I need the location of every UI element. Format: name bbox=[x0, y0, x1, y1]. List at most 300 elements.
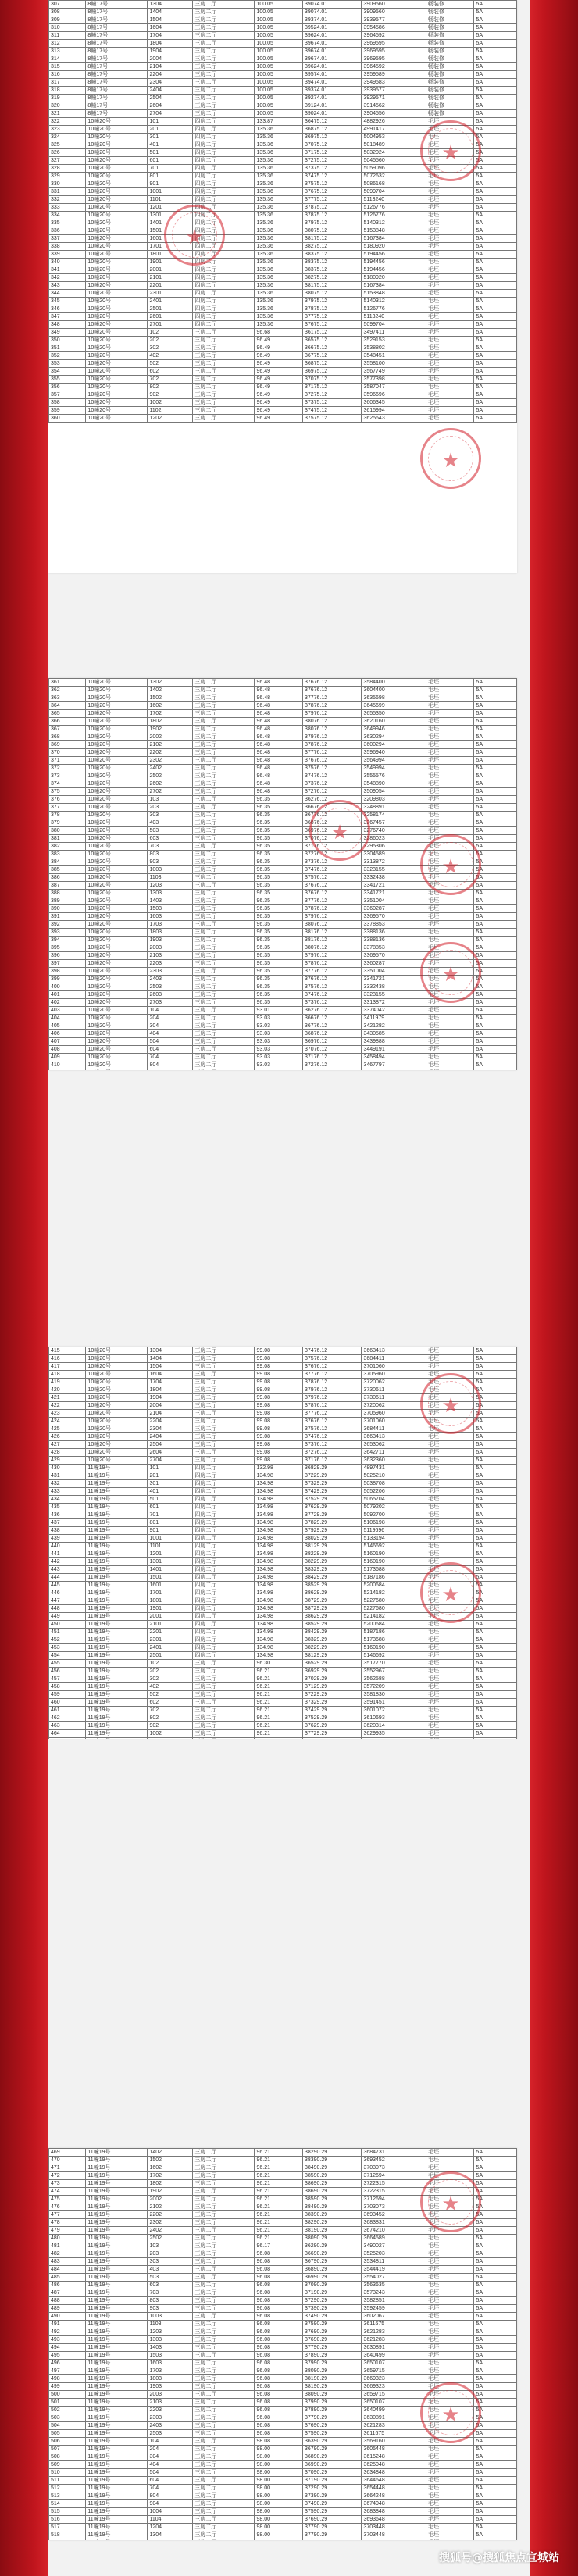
unit-price-cell: 39574.01 bbox=[302, 71, 362, 79]
table-row bbox=[49, 55, 517, 63]
status-cell: 5A bbox=[474, 2203, 517, 2211]
decoration-cell: 毛坯 bbox=[426, 1660, 474, 1668]
table-row bbox=[49, 391, 517, 399]
building-cell: 10幢20号 bbox=[86, 897, 148, 905]
decoration-cell: 毛坯 bbox=[426, 376, 474, 384]
unit-price-cell: 38275.12 bbox=[302, 274, 362, 282]
layout-cell: 三房二厅 bbox=[193, 937, 255, 944]
total-price-cell: 3467797 bbox=[362, 1061, 426, 1069]
building-cell: 10幢20号 bbox=[86, 165, 148, 173]
unit-price-cell: 36976.12 bbox=[302, 1038, 362, 1046]
row-number: 495 bbox=[49, 2352, 86, 2360]
status-cell: 5A bbox=[474, 1449, 517, 1457]
building-cell: 8幢17号 bbox=[86, 63, 148, 71]
unit-price-cell: 37690.29 bbox=[302, 2516, 362, 2524]
unit-price-cell: 38175.12 bbox=[302, 282, 362, 290]
area-cell: 96.48 bbox=[255, 726, 302, 733]
building-cell: 10幢20号 bbox=[86, 407, 148, 415]
total-price-cell: 3378853 bbox=[362, 921, 426, 929]
building-cell: 11幢19号 bbox=[86, 1644, 148, 1652]
status-cell: 5A bbox=[474, 1046, 517, 1054]
layout-cell: 三房二厅 bbox=[193, 1707, 255, 1714]
status-cell: 5A bbox=[474, 968, 517, 976]
layout-cell: 四房二厅 bbox=[193, 243, 255, 251]
table-row bbox=[49, 2266, 517, 2274]
area-cell: 135.36 bbox=[255, 134, 302, 141]
total-price-cell: 3449191 bbox=[362, 1046, 426, 1054]
area-cell: 99.08 bbox=[255, 1394, 302, 1402]
layout-cell: 四房二厅 bbox=[193, 1504, 255, 1511]
room-cell: 1502 bbox=[148, 694, 193, 702]
area-cell: 96.35 bbox=[255, 999, 302, 1007]
status-cell: 5A bbox=[474, 804, 517, 812]
room-cell: 2401 bbox=[148, 298, 193, 305]
building-cell: 11幢19号 bbox=[86, 1566, 148, 1574]
area-cell: 96.48 bbox=[255, 741, 302, 749]
layout-cell: 三房二厅 bbox=[193, 1054, 255, 1061]
room-cell: 401 bbox=[148, 141, 193, 149]
building-cell: 10幢20号 bbox=[86, 352, 148, 360]
layout-cell: 三房二厅 bbox=[193, 1394, 255, 1402]
row-number: 405 bbox=[49, 1022, 86, 1030]
area-cell: 134.98 bbox=[255, 1566, 302, 1574]
area-cell: 135.36 bbox=[255, 243, 302, 251]
area-cell: 135.36 bbox=[255, 180, 302, 188]
layout-cell: 三房二厅 bbox=[193, 2399, 255, 2407]
building-cell: 10幢20号 bbox=[86, 882, 148, 890]
table-row bbox=[49, 2289, 517, 2297]
layout-cell: 三房二厅 bbox=[193, 905, 255, 913]
row-number: 407 bbox=[49, 1038, 86, 1046]
status-cell: 5A bbox=[474, 694, 517, 702]
building-cell: 11幢19号 bbox=[86, 2438, 148, 2446]
area-cell: 96.08 bbox=[255, 2399, 302, 2407]
status-cell: 5A bbox=[474, 1519, 517, 1527]
unit-price-cell: 37976.12 bbox=[302, 913, 362, 921]
layout-cell: 三房二厅 bbox=[193, 79, 255, 87]
building-cell: 8幢17号 bbox=[86, 55, 148, 63]
status-cell: 5A bbox=[474, 219, 517, 227]
room-cell bbox=[148, 1069, 193, 1071]
building-cell: 11幢19号 bbox=[86, 1691, 148, 1699]
table-row bbox=[49, 983, 517, 991]
layout-cell: 四房二厅 bbox=[193, 219, 255, 227]
layout-cell: 三房二厅 bbox=[193, 1675, 255, 1683]
total-price-cell: 3313872 bbox=[362, 999, 426, 1007]
room-cell: 203 bbox=[148, 2250, 193, 2258]
area-cell: 99.08 bbox=[255, 1433, 302, 1441]
row-number: 490 bbox=[49, 2313, 86, 2321]
table-row bbox=[49, 110, 517, 118]
room-cell: 1802 bbox=[148, 718, 193, 726]
row-number: 419 bbox=[49, 1379, 86, 1386]
unit-price-cell: 36676.12 bbox=[302, 804, 362, 812]
table-row bbox=[49, 2430, 517, 2438]
price-list-page-1 bbox=[48, 0, 517, 573]
building-cell: 10幢20号 bbox=[86, 360, 148, 368]
decoration-cell: 毛坯 bbox=[426, 960, 474, 968]
building-cell: 11幢19号 bbox=[86, 1660, 148, 1668]
table-row bbox=[49, 1699, 517, 1707]
building-cell bbox=[86, 2539, 148, 2541]
area-cell: 96.08 bbox=[255, 2336, 302, 2344]
total-price-cell: 3964592 bbox=[362, 32, 426, 40]
total-price-cell: 3621283 bbox=[362, 2422, 426, 2430]
row-number: 431 bbox=[49, 1472, 86, 1480]
decoration-cell: 毛坯 bbox=[426, 1046, 474, 1054]
table-row bbox=[49, 2461, 517, 2469]
decoration-cell: 毛坯 bbox=[426, 2196, 474, 2203]
table-row bbox=[49, 1488, 517, 1496]
room-cell: 2101 bbox=[148, 1621, 193, 1629]
row-number: 474 bbox=[49, 2188, 86, 2196]
decoration-cell: 毛坯 bbox=[426, 1425, 474, 1433]
area-cell: 96.49 bbox=[255, 415, 302, 423]
unit-price-cell: 37975.12 bbox=[302, 219, 362, 227]
unit-price-cell: 38490.29 bbox=[302, 2203, 362, 2211]
table-row bbox=[49, 2282, 517, 2289]
status-cell: 5A bbox=[474, 1714, 517, 1722]
layout-cell: 三房二厅 bbox=[193, 337, 255, 344]
unit-price-cell: 39524.01 bbox=[302, 24, 362, 32]
status-cell: 5A bbox=[474, 1644, 517, 1652]
room-cell: 2303 bbox=[148, 968, 193, 976]
building-cell: 11幢19号 bbox=[86, 2219, 148, 2227]
decoration-cell: 毛坯 bbox=[426, 882, 474, 890]
row-number: 488 bbox=[49, 2297, 86, 2305]
row-number: 363 bbox=[49, 694, 86, 702]
layout-cell: 三房二厅 bbox=[193, 1, 255, 9]
table-row bbox=[49, 2531, 517, 2539]
status-cell: 5A bbox=[474, 360, 517, 368]
room-cell: 702 bbox=[148, 1707, 193, 1714]
area-cell: 96.49 bbox=[255, 376, 302, 384]
status-cell: 5A bbox=[474, 2492, 517, 2500]
room-cell: 903 bbox=[148, 2305, 193, 2313]
area-cell: 96.08 bbox=[255, 2422, 302, 2430]
row-number: 480 bbox=[49, 2235, 86, 2242]
table-row bbox=[49, 243, 517, 251]
row-number: 408 bbox=[49, 1046, 86, 1054]
table-row bbox=[49, 765, 517, 772]
decoration-cell: 毛坯 bbox=[426, 804, 474, 812]
room-cell: 202 bbox=[148, 337, 193, 344]
layout-cell: 四房二厅 bbox=[193, 165, 255, 173]
room-cell: 2402 bbox=[148, 765, 193, 772]
area-cell: 135.36 bbox=[255, 274, 302, 282]
table-row bbox=[49, 2250, 517, 2258]
area-cell: 99.08 bbox=[255, 1402, 302, 1410]
total-price-cell bbox=[362, 1069, 426, 1071]
room-cell: 1402 bbox=[148, 2149, 193, 2157]
area-cell: 134.98 bbox=[255, 1605, 302, 1613]
table-row bbox=[49, 415, 517, 423]
table-row bbox=[49, 968, 517, 976]
table-row bbox=[49, 87, 517, 95]
total-price-cell: 4882926 bbox=[362, 118, 426, 126]
table-row bbox=[49, 749, 517, 757]
row-number: 338 bbox=[49, 243, 86, 251]
area-cell: 96.30 bbox=[255, 1660, 302, 1668]
building-cell: 10幢20号 bbox=[86, 1038, 148, 1046]
total-price-cell: 5113240 bbox=[362, 313, 426, 321]
price-list-page-4 bbox=[48, 2148, 517, 2540]
area-cell: 99.08 bbox=[255, 1449, 302, 1457]
row-number: 487 bbox=[49, 2289, 86, 2297]
status-cell: 5A bbox=[474, 2157, 517, 2164]
row-number: 359 bbox=[49, 407, 86, 415]
building-cell: 10幢20号 bbox=[86, 1007, 148, 1015]
decoration-cell: 毛坯 bbox=[426, 749, 474, 757]
unit-price-cell: 37629.29 bbox=[302, 1722, 362, 1730]
status-cell: 5A bbox=[474, 1668, 517, 1675]
building-cell: 10幢20号 bbox=[86, 694, 148, 702]
area-cell: 135.36 bbox=[255, 282, 302, 290]
room-cell: 1201 bbox=[148, 204, 193, 212]
area-cell: 99.08 bbox=[255, 1425, 302, 1433]
status-cell: 5A bbox=[474, 866, 517, 874]
building-cell: 11幢19号 bbox=[86, 2274, 148, 2282]
row-number: 316 bbox=[49, 71, 86, 79]
layout-cell: 三房二厅 bbox=[193, 2235, 255, 2242]
building-cell: 11幢19号 bbox=[86, 2203, 148, 2211]
status-cell: 5A bbox=[474, 352, 517, 360]
unit-price-cell: 39674.01 bbox=[302, 40, 362, 48]
layout-cell: 三房二厅 bbox=[193, 2164, 255, 2172]
room-cell: 1603 bbox=[148, 2360, 193, 2367]
layout-cell: 三房二厅 bbox=[193, 718, 255, 726]
building-cell: 10幢20号 bbox=[86, 212, 148, 219]
area-cell: 134.98 bbox=[255, 1589, 302, 1597]
layout-cell: 三房二厅 bbox=[193, 2336, 255, 2344]
building-cell: 10幢20号 bbox=[86, 733, 148, 741]
table-row bbox=[49, 63, 517, 71]
decoration-cell: 毛坯 bbox=[426, 2149, 474, 2157]
unit-price-cell: 36775.12 bbox=[302, 352, 362, 360]
decoration-cell: 毛坯 bbox=[426, 149, 474, 157]
total-price-cell: 3388136 bbox=[362, 929, 426, 937]
decoration-cell: 毛坯 bbox=[426, 1386, 474, 1394]
room-cell: 2101 bbox=[148, 274, 193, 282]
decoration-cell: 毛坯 bbox=[426, 2430, 474, 2438]
layout-cell: 四房二厅 bbox=[193, 1488, 255, 1496]
total-price-cell: 5004953 bbox=[362, 134, 426, 141]
status-cell: 5A bbox=[474, 1605, 517, 1613]
room-cell: 504 bbox=[148, 2469, 193, 2477]
building-cell: 11幢19号 bbox=[86, 1550, 148, 1558]
total-price-cell: 3969595 bbox=[362, 48, 426, 55]
building-cell: 10幢20号 bbox=[86, 126, 148, 134]
room-cell: 1502 bbox=[148, 2157, 193, 2164]
layout-cell: 三房二厅 bbox=[193, 2500, 255, 2508]
layout-cell: 三房二厅 bbox=[193, 866, 255, 874]
table-row bbox=[49, 1054, 517, 1061]
layout-cell: 四房二厅 bbox=[193, 1527, 255, 1535]
price-list-page-2 bbox=[48, 678, 517, 1070]
table-row bbox=[49, 344, 517, 352]
table-row bbox=[49, 1519, 517, 1527]
area-cell: 99.08 bbox=[255, 1363, 302, 1371]
row-number: 372 bbox=[49, 765, 86, 772]
unit-price-cell: 37675.12 bbox=[302, 188, 362, 196]
table-row bbox=[49, 188, 517, 196]
status-cell: 5A bbox=[474, 2250, 517, 2258]
decoration-cell: 毛坯 bbox=[426, 741, 474, 749]
room-cell bbox=[148, 1738, 193, 1739]
layout-cell: 三房二厅 bbox=[193, 1722, 255, 1730]
row-number: 439 bbox=[49, 1535, 86, 1543]
table-row bbox=[49, 679, 517, 687]
unit-price-cell: 37629.29 bbox=[302, 1504, 362, 1511]
unit-price-cell: 36676.12 bbox=[302, 1015, 362, 1022]
table-row bbox=[49, 79, 517, 87]
building-cell: 8幢17号 bbox=[86, 24, 148, 32]
status-cell: 5A bbox=[474, 812, 517, 819]
unit-price-cell: 36276.12 bbox=[302, 796, 362, 804]
total-price-cell: 5133194 bbox=[362, 1535, 426, 1543]
table-row bbox=[49, 2399, 517, 2407]
layout-cell: 三房二厅 bbox=[193, 991, 255, 999]
room-cell: 1401 bbox=[148, 1566, 193, 1574]
layout-cell: 四房二厅 bbox=[193, 1511, 255, 1519]
building-cell: 11幢19号 bbox=[86, 1558, 148, 1566]
table-row bbox=[49, 804, 517, 812]
building-cell: 10幢20号 bbox=[86, 757, 148, 765]
building-cell: 10幢20号 bbox=[86, 796, 148, 804]
status-cell: 5A bbox=[474, 274, 517, 282]
status-cell: 5A bbox=[474, 1030, 517, 1038]
layout-cell: 四房二厅 bbox=[193, 173, 255, 180]
row-number: 347 bbox=[49, 313, 86, 321]
table-row bbox=[49, 2508, 517, 2516]
layout-cell: 三房二厅 bbox=[193, 2157, 255, 2164]
decoration-cell: 毛坯 bbox=[426, 126, 474, 134]
status-cell: 5A bbox=[474, 2344, 517, 2352]
decoration-cell: 毛坯 bbox=[426, 905, 474, 913]
unit-price-cell: 38290.29 bbox=[302, 2149, 362, 2157]
area-cell: 99.08 bbox=[255, 1441, 302, 1449]
unit-price-cell: 37490.29 bbox=[302, 2313, 362, 2321]
status-cell: 5A bbox=[474, 2477, 517, 2485]
table-row bbox=[49, 2367, 517, 2375]
area-cell: 96.08 bbox=[255, 2367, 302, 2375]
area-cell: 96.35 bbox=[255, 851, 302, 858]
area-cell: 96.35 bbox=[255, 952, 302, 960]
area-cell: 96.35 bbox=[255, 944, 302, 952]
area-cell: 96.08 bbox=[255, 2391, 302, 2399]
table-row bbox=[49, 2164, 517, 2172]
room-cell: 1501 bbox=[148, 1574, 193, 1582]
unit-price-cell: 37176.12 bbox=[302, 1457, 362, 1465]
total-price-cell: 3730611 bbox=[362, 1386, 426, 1394]
room-cell: 1003 bbox=[148, 2313, 193, 2321]
room-cell: 1904 bbox=[148, 48, 193, 55]
area-cell: 96.21 bbox=[255, 1707, 302, 1714]
area-cell: 96.08 bbox=[255, 2383, 302, 2391]
decoration-cell: 毛坯 bbox=[426, 368, 474, 376]
area-cell: 98.00 bbox=[255, 2500, 302, 2508]
unit-price-cell: 37576.12 bbox=[302, 874, 362, 882]
layout-cell: 三房二厅 bbox=[193, 360, 255, 368]
unit-price-cell bbox=[302, 1069, 362, 1071]
table-row bbox=[49, 1386, 517, 1394]
total-price-cell: 5025210 bbox=[362, 1472, 426, 1480]
status-cell: 5A bbox=[474, 1061, 517, 1069]
unit-price-cell: 37290.29 bbox=[302, 2485, 362, 2492]
building-cell: 10幢20号 bbox=[86, 329, 148, 337]
layout-cell: 四房二厅 bbox=[193, 1472, 255, 1480]
layout-cell: 三房二厅 bbox=[193, 391, 255, 399]
status-cell: 5A bbox=[474, 1543, 517, 1550]
building-cell: 10幢20号 bbox=[86, 1394, 148, 1402]
status-cell: 5A bbox=[474, 2438, 517, 2446]
layout-cell: 三房二厅 bbox=[193, 968, 255, 976]
layout-cell: 三房二厅 bbox=[193, 788, 255, 796]
status-cell: 5A bbox=[474, 2336, 517, 2344]
decoration-cell: 畅装修 bbox=[426, 1, 474, 9]
unit-price-cell: 39374.01 bbox=[302, 87, 362, 95]
area-cell: 99.08 bbox=[255, 1410, 302, 1418]
unit-price-cell: 37776.12 bbox=[302, 1371, 362, 1379]
area-cell: 100.05 bbox=[255, 48, 302, 55]
layout-cell: 四房二厅 bbox=[193, 1621, 255, 1629]
unit-price-cell: 37190.29 bbox=[302, 2289, 362, 2297]
row-number: 341 bbox=[49, 266, 86, 274]
table-row bbox=[49, 687, 517, 694]
decoration-cell: 毛坯 bbox=[426, 1527, 474, 1535]
total-price-cell: 3693452 bbox=[362, 2211, 426, 2219]
status-cell: 5A bbox=[474, 913, 517, 921]
unit-price-cell: 37029.29 bbox=[302, 1675, 362, 1683]
area-cell: 96.48 bbox=[255, 780, 302, 788]
area-cell: 135.36 bbox=[255, 266, 302, 274]
row-number: 511 bbox=[49, 2477, 86, 2485]
area-cell: 96.49 bbox=[255, 360, 302, 368]
area-cell: 134.98 bbox=[255, 1636, 302, 1644]
area-cell: 96.35 bbox=[255, 929, 302, 937]
status-cell: 5A bbox=[474, 1007, 517, 1015]
unit-price-cell: 37676.12 bbox=[302, 1418, 362, 1425]
status-cell: 5A bbox=[474, 944, 517, 952]
status-cell: 5A bbox=[474, 2227, 517, 2235]
room-cell: 601 bbox=[148, 1504, 193, 1511]
unit-price-cell: 39124.01 bbox=[302, 102, 362, 110]
row-number: 514 bbox=[49, 2500, 86, 2508]
total-price-cell: 5167384 bbox=[362, 235, 426, 243]
row-number: 354 bbox=[49, 368, 86, 376]
area-cell: 93.03 bbox=[255, 1061, 302, 1069]
table-row bbox=[49, 196, 517, 204]
table-row bbox=[49, 2516, 517, 2524]
room-cell: 1304 bbox=[148, 1347, 193, 1355]
building-cell: 11幢19号 bbox=[86, 2383, 148, 2391]
area-cell: 96.48 bbox=[255, 765, 302, 772]
table-row bbox=[49, 2336, 517, 2344]
status-cell: 5A bbox=[474, 991, 517, 999]
layout-cell: 三房二厅 bbox=[193, 2219, 255, 2227]
unit-price-cell: 37876.12 bbox=[302, 741, 362, 749]
unit-price-cell: 37676.12 bbox=[302, 1363, 362, 1371]
row-number: 476 bbox=[49, 2203, 86, 2211]
total-price-cell: 3276740 bbox=[362, 827, 426, 835]
area-cell: 135.36 bbox=[255, 251, 302, 259]
layout-cell: 三房二厅 bbox=[193, 944, 255, 952]
total-price-cell: 3286023 bbox=[362, 835, 426, 843]
total-price-cell: 3644648 bbox=[362, 2477, 426, 2485]
building-cell: 11幢19号 bbox=[86, 2164, 148, 2172]
status-cell: 5A bbox=[474, 321, 517, 329]
building-cell: 11幢19号 bbox=[86, 1488, 148, 1496]
